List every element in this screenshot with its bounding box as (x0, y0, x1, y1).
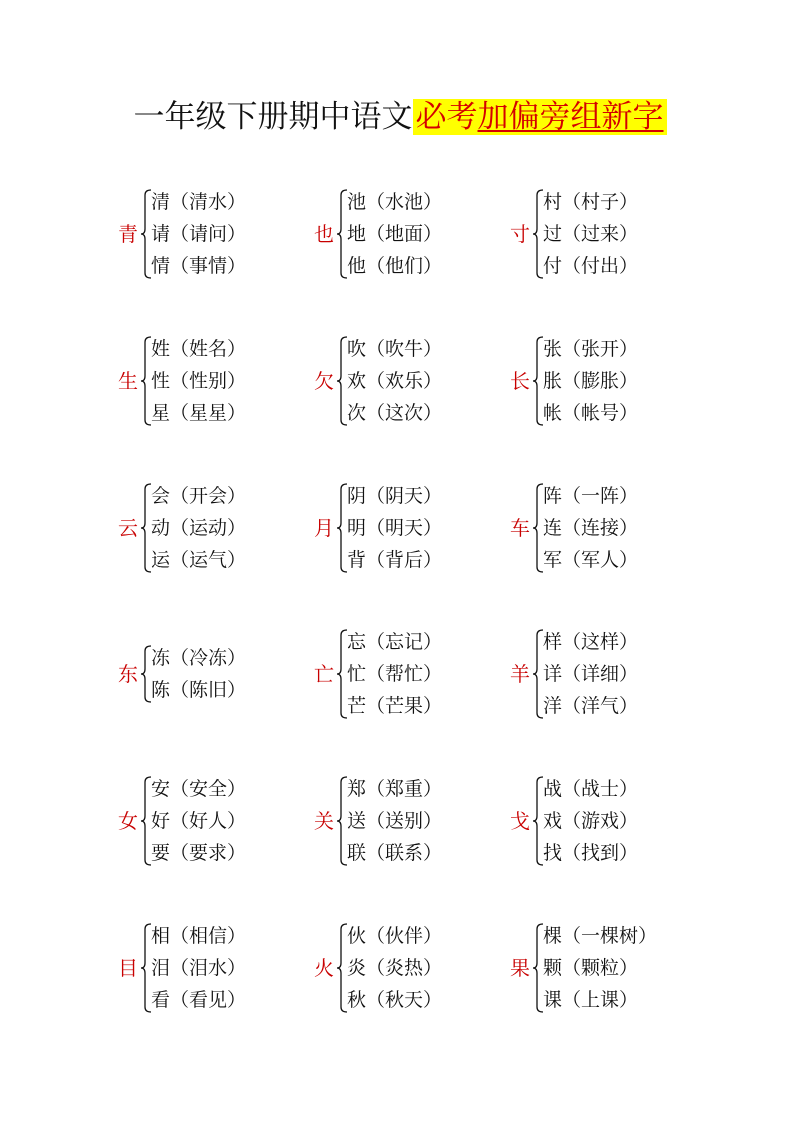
derived-word: 芒（芒果） (347, 695, 443, 717)
derived-word: 详（详细） (543, 663, 639, 685)
character-group (314, 773, 504, 873)
derived-word: 张（张开） (543, 338, 639, 360)
derived-word: 郑（郑重） (347, 778, 443, 800)
derived-word: 他（他们） (347, 255, 443, 277)
derived-word: 阴（阴天） (347, 485, 443, 507)
derived-word: 村（村子） (543, 191, 639, 213)
derived-word: 棵（一棵树） (543, 925, 658, 947)
derived-word: 地（地面） (347, 223, 443, 245)
root-character: 亡 (314, 662, 334, 686)
derived-word: 泪（泪水） (151, 957, 247, 979)
root-character: 火 (314, 956, 334, 980)
derived-words (151, 186, 246, 282)
derived-words (347, 920, 442, 1016)
derived-word: 连（连接） (543, 517, 639, 539)
derived-words (151, 920, 246, 1016)
derived-word: 炎（炎热） (347, 957, 443, 979)
character-group (314, 333, 504, 433)
derived-words (543, 480, 638, 576)
derived-words (347, 186, 442, 282)
root-character: 欠 (314, 369, 334, 393)
character-group (510, 186, 700, 286)
derived-word: 阵（一阵） (543, 485, 639, 507)
character-group (118, 480, 308, 580)
character-group (118, 333, 308, 433)
derived-word: 联（联系） (347, 842, 443, 864)
derived-words (347, 480, 442, 576)
title-text: 一年级下册期中语文 (133, 99, 413, 135)
title-highlight (413, 99, 667, 135)
root-character: 长 (510, 369, 530, 393)
root-character: 云 (118, 516, 138, 540)
derived-word: 要（要求） (151, 842, 247, 864)
derived-word: 动（运动） (151, 517, 247, 539)
derived-word: 秋（秋天） (347, 989, 443, 1011)
derived-word: 样（这样） (543, 631, 639, 653)
derived-word: 池（水池） (347, 191, 443, 213)
character-group (314, 186, 504, 286)
derived-word: 伙（伙伴） (347, 925, 443, 947)
derived-word: 安（安全） (151, 778, 247, 800)
derived-word: 次（这次） (347, 402, 443, 424)
derived-words (151, 333, 246, 429)
derived-word: 课（上课） (543, 989, 639, 1011)
derived-words (347, 626, 442, 722)
derived-word: 颗（颗粒） (543, 957, 639, 979)
root-character: 车 (510, 516, 530, 540)
character-group (314, 626, 504, 726)
derived-word: 冻（冷冻） (151, 647, 247, 669)
character-group (510, 333, 700, 433)
page-title (0, 95, 800, 139)
derived-words (543, 773, 638, 869)
derived-word: 姓（姓名） (151, 338, 247, 360)
title-highlight-text: 必考 (415, 99, 478, 135)
character-group (314, 920, 504, 1020)
derived-words (347, 773, 442, 869)
character-groups-grid (118, 186, 718, 1066)
root-character: 果 (510, 956, 530, 980)
character-group (314, 480, 504, 580)
root-character: 东 (118, 662, 138, 686)
derived-word: 战（战士） (543, 778, 639, 800)
derived-word: 情（事情） (151, 255, 247, 277)
derived-word: 吹（吹牛） (347, 338, 443, 360)
root-character: 青 (118, 222, 138, 246)
character-group (510, 773, 700, 873)
derived-word: 过（过来） (543, 223, 639, 245)
character-group (118, 773, 308, 873)
derived-word: 请（请问） (151, 223, 247, 245)
derived-word: 会（开会） (151, 485, 247, 507)
derived-word: 付（付出） (543, 255, 639, 277)
derived-word: 看（看见） (151, 989, 247, 1011)
derived-words (151, 642, 246, 706)
derived-word: 背（背后） (347, 549, 443, 571)
character-group (118, 920, 308, 1020)
derived-word: 明（明天） (347, 517, 443, 539)
derived-word: 星（星星） (151, 402, 247, 424)
derived-word: 运（运气） (151, 549, 247, 571)
derived-words (543, 333, 638, 429)
title-highlight-underlined: 加偏旁组新字 (477, 99, 664, 135)
root-character: 女 (118, 809, 138, 833)
derived-word: 洋（洋气） (543, 695, 639, 717)
root-character: 羊 (510, 662, 530, 686)
character-group (118, 642, 308, 742)
derived-word: 忙（帮忙） (347, 663, 443, 685)
character-group (118, 186, 308, 286)
derived-word: 相（相信） (151, 925, 247, 947)
derived-word: 找（找到） (543, 842, 639, 864)
root-character: 生 (118, 369, 138, 393)
character-group (510, 626, 700, 726)
root-character: 寸 (510, 222, 530, 246)
derived-word: 陈（陈旧） (151, 679, 247, 701)
derived-word: 胀（膨胀） (543, 370, 639, 392)
derived-word: 忘（忘记） (347, 631, 443, 653)
derived-words (151, 773, 246, 869)
character-group (510, 920, 700, 1020)
root-character: 戈 (510, 809, 530, 833)
derived-words (151, 480, 246, 576)
derived-word: 清（清水） (151, 191, 247, 213)
derived-words (543, 920, 657, 1016)
derived-word: 戏（游戏） (543, 810, 639, 832)
derived-words (543, 626, 638, 722)
character-group (510, 480, 700, 580)
derived-word: 好（好人） (151, 810, 247, 832)
derived-word: 欢（欢乐） (347, 370, 443, 392)
derived-words (347, 333, 442, 429)
root-character: 目 (118, 956, 138, 980)
derived-word: 送（送别） (347, 810, 443, 832)
derived-word: 性（性别） (151, 370, 247, 392)
derived-words (543, 186, 638, 282)
root-character: 关 (314, 809, 334, 833)
derived-word: 军（军人） (543, 549, 639, 571)
root-character: 也 (314, 222, 334, 246)
root-character: 月 (314, 516, 334, 540)
derived-word: 帐（帐号） (543, 402, 639, 424)
